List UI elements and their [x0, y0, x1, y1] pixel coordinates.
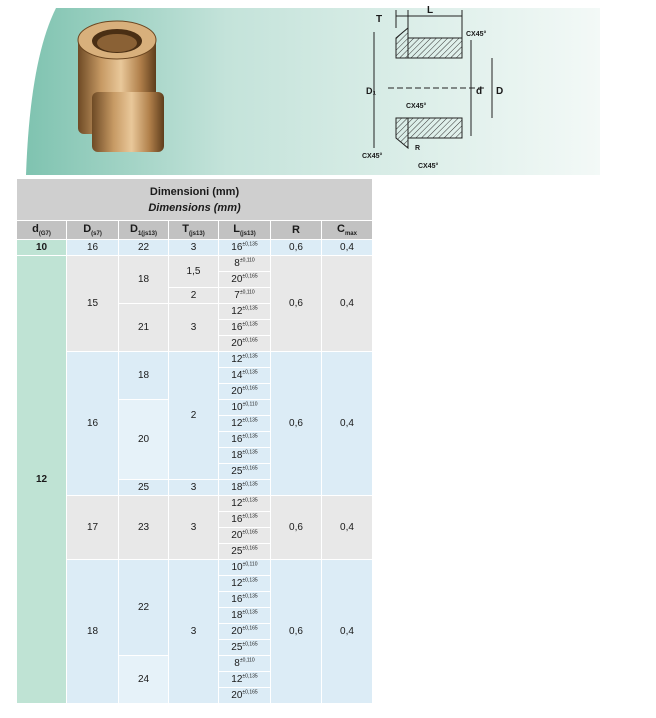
cell-T-3: 3 — [169, 560, 219, 704]
header-L: $L_{(js13)}$ — [219, 221, 271, 240]
table-row — [17, 240, 373, 256]
cell-L: $16^{\pm 0,135}$ — [219, 320, 271, 336]
header-D: $D_{(s7)}$ — [67, 221, 119, 240]
cell-L: $12^{\pm 0,135}$ — [219, 576, 271, 592]
cell-R: 0,6 — [271, 352, 322, 496]
header-C: $C_{max}$ — [322, 221, 373, 240]
drawing-label-cx45-top: CX45° — [466, 31, 487, 38]
cell-L: $20^{\pm 0,165}$ — [219, 272, 271, 288]
cell-D-18: 18 — [67, 560, 119, 704]
table-row — [17, 496, 373, 512]
cell-D1-18: 18 — [119, 256, 169, 304]
cell-C: 0,4 — [322, 256, 373, 352]
cell-T-2: 2 — [169, 352, 219, 480]
cell-L: $18^{\pm 0,135}$ — [219, 480, 271, 496]
table-title — [17, 179, 373, 221]
cell-D-15: 15 — [67, 256, 119, 352]
drawing-label-cx45-mid: CX45° — [406, 103, 427, 110]
cell-T-3: 3 — [169, 496, 219, 560]
drawing-label-D: D — [496, 86, 504, 97]
drawing-label-D1: D₁ — [366, 86, 377, 96]
cell-L: $20^{\pm 0,165}$ — [219, 528, 271, 544]
cell-T-1-5: 1,5 — [169, 256, 219, 288]
cell-D1-24: 24 — [119, 656, 169, 704]
cell-L: $20^{\pm 0,165}$ — [219, 688, 271, 704]
cell-L: $8^{\pm 0,110}$ — [219, 656, 271, 672]
header-D1: $D_{1(js13)}$ — [119, 221, 169, 240]
cell-L: $16^{\pm 0,135}$ — [219, 512, 271, 528]
cell-T-2: 2 — [169, 288, 219, 304]
cell-C: 0,4 — [322, 496, 373, 560]
table-row — [17, 256, 373, 272]
header-d: $d_{(G7)}$ — [17, 221, 67, 240]
cell-L: $25^{\pm 0,165}$ — [219, 544, 271, 560]
header-R: R — [271, 221, 322, 240]
table-title-row — [17, 179, 373, 221]
drawing-label-cx45-bottom-right: CX45° — [418, 163, 439, 170]
table-header-row — [17, 221, 373, 240]
cell-L: $18^{\pm 0,135}$ — [219, 608, 271, 624]
cell-C: 0,4 — [322, 560, 373, 704]
cell-L: $16^{\pm 0,135}$ — [219, 240, 271, 256]
table-row — [17, 560, 373, 576]
cell-C: 0,4 — [322, 240, 373, 256]
cell-R: 0,6 — [271, 560, 322, 704]
cell-R: 0,6 — [271, 256, 322, 352]
dimensions-table-wrapper — [16, 178, 372, 718]
cell-T: 3 — [169, 240, 219, 256]
cell-L: $12^{\pm 0,135}$ — [219, 672, 271, 688]
cell-d-12: 12 — [17, 256, 67, 704]
cell-L: $12^{\pm 0,135}$ — [219, 304, 271, 320]
cell-C: 0,4 — [322, 352, 373, 496]
cell-d: 10 — [17, 240, 67, 256]
cell-D1-18: 18 — [119, 352, 169, 400]
cell-T-3: 3 — [169, 480, 219, 496]
drawing-label-cx45-bottom-left: CX45° — [362, 153, 383, 160]
cell-D-17: 17 — [67, 496, 119, 560]
drawing-label-R: R — [415, 145, 421, 152]
cell-L: $14^{\pm 0,135}$ — [219, 368, 271, 384]
drawing-label-d: d — [476, 86, 483, 97]
cell-L: $16^{\pm 0,135}$ — [219, 592, 271, 608]
cell-L: $16^{\pm 0,135}$ — [219, 432, 271, 448]
cell-D1-20: 20 — [119, 400, 169, 480]
banner-graphic — [16, 0, 600, 175]
cell-L: $12^{\pm 0,135}$ — [219, 496, 271, 512]
cell-D1-25: 25 — [119, 480, 169, 496]
cell-D1: 22 — [119, 240, 169, 256]
cell-R: 0,6 — [271, 240, 322, 256]
cell-L: $12^{\pm 0,135}$ — [219, 416, 271, 432]
cell-L: $18^{\pm 0,135}$ — [219, 448, 271, 464]
table-row — [17, 352, 373, 368]
cell-L: $10^{\pm 0,110}$ — [219, 560, 271, 576]
cell-L: $20^{\pm 0,165}$ — [219, 624, 271, 640]
header-T: $T_{(js13)}$ — [169, 221, 219, 240]
cell-L: $12^{\pm 0,135}$ — [219, 352, 271, 368]
cell-L: $20^{\pm 0,165}$ — [219, 336, 271, 352]
cell-R: 0,6 — [271, 496, 322, 560]
cell-T-3: 3 — [169, 304, 219, 352]
title-italian: Dimensioni (mm) — [149, 185, 240, 198]
cell-D1-23: 23 — [119, 496, 169, 560]
cell-D1-22: 22 — [119, 560, 169, 656]
title-english: Dimensions (mm) — [148, 201, 241, 214]
cell-D-16: 16 — [67, 352, 119, 496]
dimensions-table — [16, 178, 372, 704]
cell-L: $8^{\pm 0,110}$ — [219, 256, 271, 272]
cell-D: 16 — [67, 240, 119, 256]
cell-L: $20^{\pm 0,165}$ — [219, 384, 271, 400]
cell-L: $25^{\pm 0,165}$ — [219, 640, 271, 656]
cell-L: $10^{\pm 0,110}$ — [219, 400, 271, 416]
product-banner — [16, 0, 600, 175]
drawing-label-L: L — [427, 5, 434, 16]
cell-D1-21: 21 — [119, 304, 169, 352]
bushing-photo — [78, 21, 164, 152]
cell-L: $25^{\pm 0,165}$ — [219, 464, 271, 480]
drawing-label-T: T — [376, 14, 383, 25]
cell-L: $7^{\pm 0,110}$ — [219, 288, 271, 304]
